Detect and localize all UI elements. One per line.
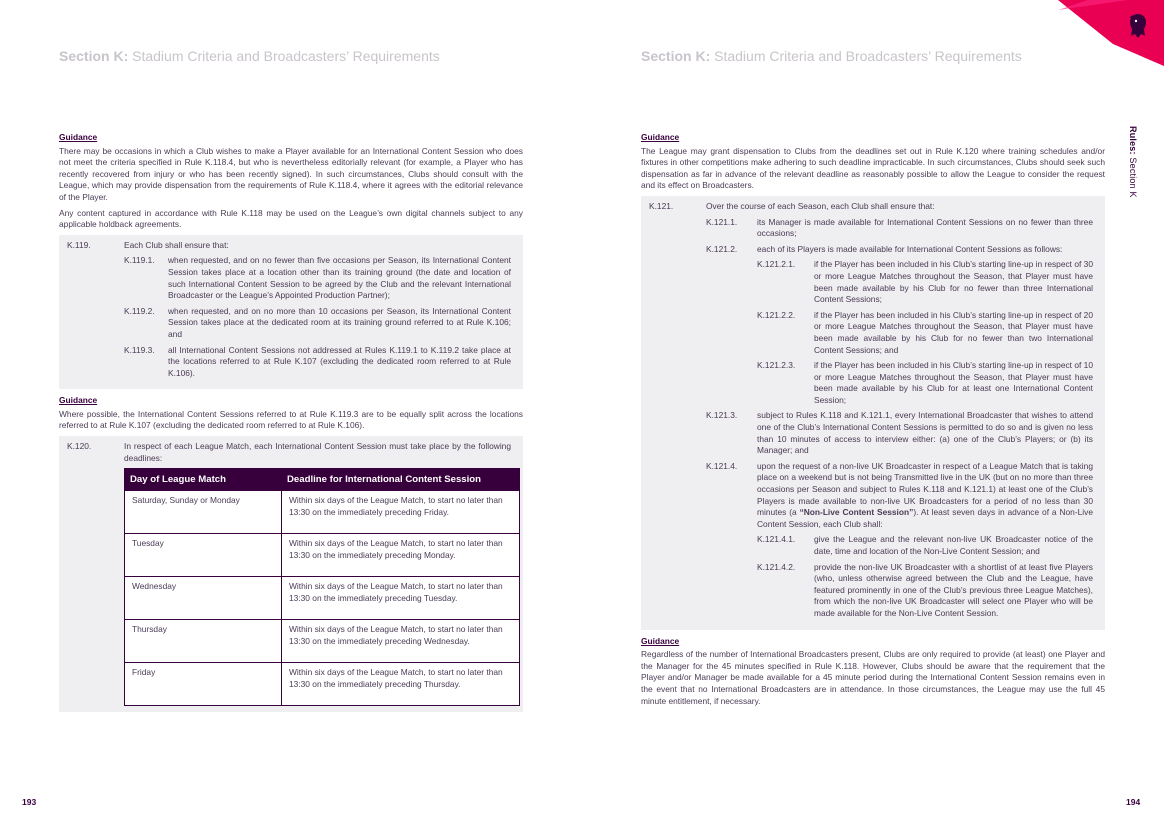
sub-sub-rule-text: if the Player has been included in his Club’s starting line-up in respect of 20 or more League Matches throughout the Season, that Player must have been made available by his Club for no fewer than two International Content Sessions; and [814,309,1093,355]
section-title-text: Stadium Criteria and Broadcasters’ Requirements [714,48,1022,64]
column-header-day: Day of League Match [125,469,282,491]
cell-deadline: Within six days of the League Match, to start no later than 13:30 on the immediately preceding Monday. [282,534,520,577]
sub-rule-text: all International Content Sessions not addressed at Rules K.119.1 to K.119.2 take place at the locations referred to at Rule K.107 (excluding the dedicated room referred to at Rule K.106). [168,344,511,378]
sub-rule [124,345,511,380]
guidance-paragraph: There may be occasions in which a Club wishes to make a Player available for an International Content Session who does not meet the criteria specified in Rule K.118.4, but who is nevertheless editorially relevant (for example, a Player who has recently recovered from injury or who has been recently signed). In such circumstances, Clubs should consult with the League, which may provide dispensation from the requirements of Rule K.118.4, where it agrees with the editorial relevance of the Player. [59,145,523,202]
table-row [125,620,520,663]
guidance-paragraph: Any content captured in accordance with Rule K.118 may be used on the League’s own digital channels subject to any applicable holdback agreements. [59,207,523,230]
cell-day: Friday [125,663,282,706]
sub-rule-text: subject to Rules K.118 and K.121.1, every International Broadcaster that wishes to attend one of the Club’s International Content Sessions is permitted to do so and is given no less than 10 minutes of access to interview either: (a) one of the Club’s Players; or (b) its Manager; and [757,410,1093,456]
rule-k121 [649,201,1093,213]
rule-text: Each Club shall ensure that: [124,239,229,250]
sub-rule-text: each of its Players is made available for International Content Sessions as follows: [757,243,1063,254]
sub-rule-number: K.121.4. [706,460,738,471]
sub-rule-text: when requested, and on no more than 10 occasions per Season, its International Content Session takes place at the dedicated room at its training ground referred to at Rule K.106; and [168,305,511,339]
sub-rule-text [757,461,1093,531]
cell-day: Wednesday [125,577,282,620]
cell-day: Thursday [125,620,282,663]
rule-k119 [67,240,511,252]
sub-rule [706,410,1093,456]
sub-sub-rule [757,310,1093,356]
rule-box-k121 [641,196,1105,630]
cell-deadline: Within six days of the League Match, to start no later than 13:30 on the immediately preceding Wednesday. [282,620,520,663]
sub-rule [124,306,511,341]
table-row [125,663,520,706]
defined-term: “Non-Live Content Session” [799,507,914,518]
cell-day: Tuesday [125,534,282,577]
cell-deadline: Within six days of the League Match, to start no later than 13:30 on the immediately preceding Friday. [282,491,520,534]
rule-k120 [67,441,511,464]
guidance-heading: Guidance [59,395,98,406]
sub-rule-number: K.121.3. [706,410,738,421]
guidance-heading: Guidance [59,132,98,142]
table-row [125,491,520,534]
cell-deadline: Within six days of the League Match, to start no later than 13:30 on the immediately preceding Thursday. [282,663,520,706]
sub-sub-rule [757,360,1093,406]
sub-sub-rule [757,534,1093,557]
guidance-paragraph: Where possible, the International Content Sessions referred to at Rule K.119.3 are to be equally split across the locations referred to at Rule K.107 (excluding the dedicated room referred to at Rule K.106). [59,408,523,431]
rule-box-k120 [59,436,523,712]
rule-number: K.120. [67,441,92,452]
page-number: 194 [1126,797,1141,807]
sub-rule-number: K.119.3. [124,344,155,355]
side-section-label [1128,126,1138,198]
sub-rule-text: its Manager is made available for International Content Sessions on no fewer than three occasions; [757,216,1093,239]
sub-sub-rule-number: K.121.4.1. [757,534,796,545]
rule-number: K.119. [67,239,91,250]
side-label-text: Section K [1128,154,1138,198]
sub-rule [706,217,1093,240]
sub-rule-text: when requested, and on no fewer than five occasions per Season, its International Content Session takes place at a location other than its training ground (the date and location of such International Content Session to be agreed by the Club and the relevant International Broadcaster or the League’s Appointed Production Partner); [168,255,511,301]
lion-crest-icon [1126,12,1150,40]
sub-rule-number: K.119.1. [124,255,155,266]
cell-day: Saturday, Sunday or Monday [125,491,282,534]
page-right [582,0,1164,826]
sub-sub-rule-number: K.121.2.3. [757,360,796,371]
section-header [59,48,440,64]
section-title-text: Stadium Criteria and Broadcasters’ Requirements [132,48,440,64]
sub-rule-number: K.119.2. [124,305,155,316]
sub-sub-rule-number: K.121.4.2. [757,561,796,572]
sub-rule-number: K.121.2. [706,243,738,254]
sub-sub-rule [757,562,1093,620]
section-prefix: Section K: [641,48,711,64]
sub-rule [124,255,511,301]
sub-sub-rule-text: give the League and the relevant non-live UK Broadcaster notice of the date, time and location of the Non-Live Content Session; and [814,534,1093,556]
table-header-row [125,469,520,491]
guidance-heading: Guidance [641,132,680,142]
page-content [59,132,523,718]
sub-rule-text-part: ). At least seven days in advance of a Non-Live Content Session, each Club shall: [757,507,1093,529]
sub-sub-rule-text: if the Player has been included in his Club’s starting line-up in respect of 10 or more League Matches throughout the Season, that Player must have been made available by his Club for at least one International Content Session; [814,360,1093,405]
rule-box-k119 [59,235,523,390]
sub-sub-rule-number: K.121.2.1. [757,259,796,270]
section-header [641,48,1022,64]
sub-rule-text-part: upon the request of a non-live UK Broadcaster in respect of a League Match that is taking place on a weekend but is not being Transmitted live in the UK (but on no more than three occasions per Season and subject to Rules K.118 and K.121.1) at least one of the Club’s Players is made available to non-live UK Broadcasters for a period of no less than 30 minutes (a [757,460,1093,518]
rule-text: In respect of each League Match, each International Content Session must take place by the following deadlines: [124,441,511,463]
sub-rule [706,244,1093,256]
guidance-heading: Guidance [641,635,680,646]
deadlines-table [124,468,520,706]
sub-sub-rule [757,259,1093,305]
sub-rule-number: K.121.1. [706,216,738,227]
sub-rule [706,461,1093,531]
rule-number: K.121. [649,200,674,211]
table-row [125,577,520,620]
section-prefix: Section K: [59,48,129,64]
sub-sub-rule-number: K.121.2.2. [757,309,796,320]
sub-sub-rule-text: if the Player has been included in his Club’s starting line-up in respect of 30 or more League Matches throughout the Season, that Player must have been made available by his Club for no fewer than three International Content Sessions; [814,259,1093,305]
side-label-bold: Rules: [1128,126,1138,155]
rule-text: Over the course of each Season, each Club shall ensure that: [706,200,935,211]
guidance-paragraph: Regardless of the number of International Broadcasters present, Clubs are only required to provide (at least) one Player and the Manager for the 45 minutes specified in Rule K.118. However, Clubs should be aware that the requirement that the Player and/or Manager be made available for a 45 minute period during the International Content Session remains even in the event that no International Broadcasters are in attendance. In those circumstances, the League may use the full 45 minute entitlement, if necessary. [641,649,1105,706]
page-number: 193 [22,797,37,807]
guidance-paragraph: The League may grant dispensation to Clubs from the deadlines set out in Rule K.120 where training schedules and/or fixtures in other competitions make adhering to such deadline impracticable. In such circumstances, Clubs should seek such dispensation as far in advance of the relevant deadline as reasonably possible to allow the League to consider the request and its effect on Broadcasters. [641,145,1105,191]
table-row [125,534,520,577]
sub-sub-rule-text: provide the non-live UK Broadcaster with a shortlist of at least five Players (who, unless otherwise agreed between the Club and the League, have featured prominently in one of the Club’s previous three League Matches), from which the non-live UK Broadcaster will select one Player who will be made available for the Non-Live Content Session. [814,561,1093,618]
column-header-deadline: Deadline for International Content Session [282,469,520,491]
page-content [641,132,1105,711]
cell-deadline: Within six days of the League Match, to start no later than 13:30 on the immediately preceding Tuesday. [282,577,520,620]
